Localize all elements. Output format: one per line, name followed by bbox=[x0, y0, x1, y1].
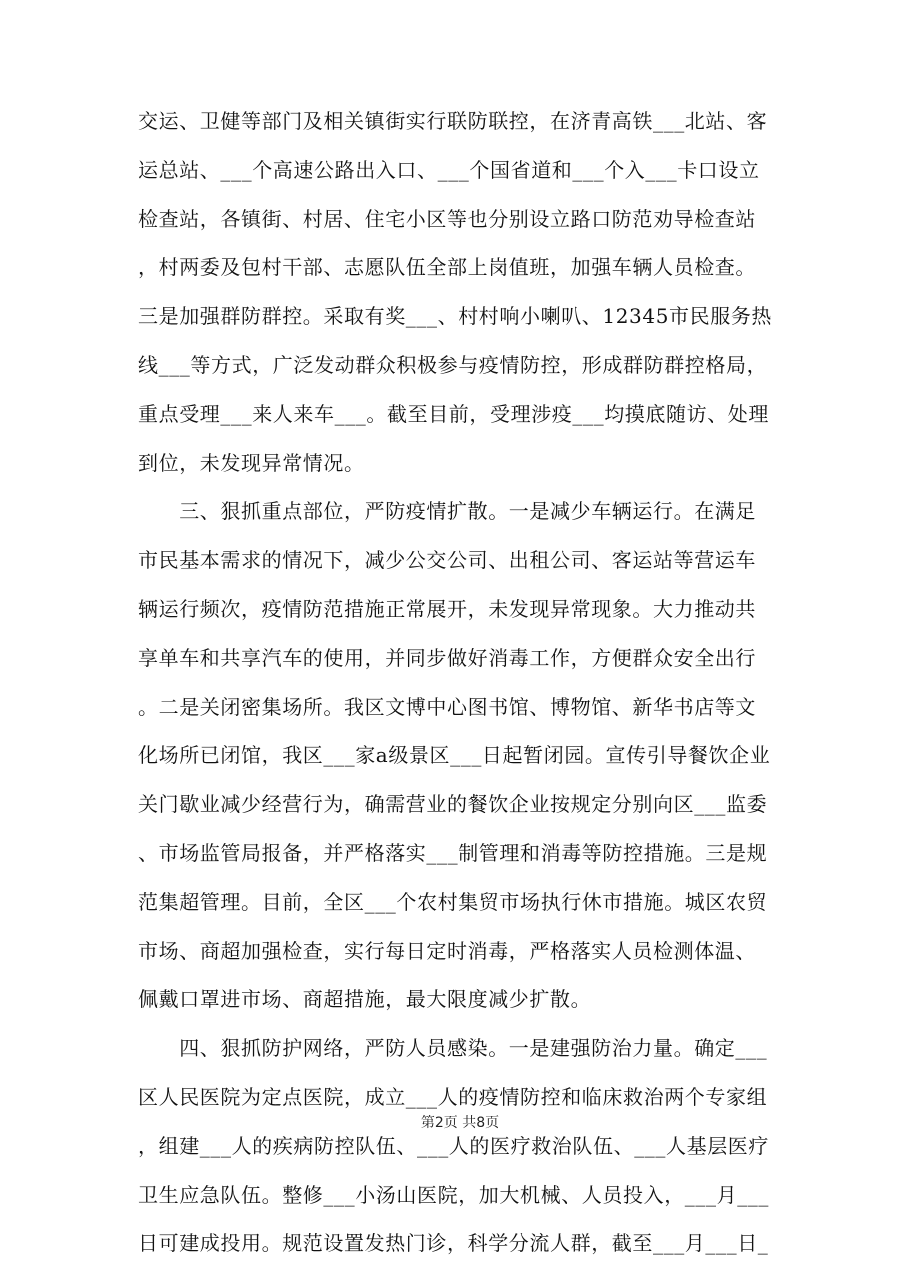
text-line: ，村两委及包村干部、志愿队伍全部上岗值班，加强车辆人员检查。 bbox=[138, 255, 756, 280]
text-line: 线___等方式，广泛发动群众积极参与疫情防控，形成群防群控格局， bbox=[138, 352, 768, 377]
text-line: 卫生应急队伍。整修___小汤山医院，加大机械、人员投入，___月___ bbox=[138, 1182, 769, 1207]
text-line: 。二是关闭密集场所。我区文博中心图书馆、博物馆、新华书店等文 bbox=[138, 694, 756, 719]
text-line: 日可建成投用。规范设置发热门诊，科学分流人群，截至___月___日_ bbox=[138, 1231, 769, 1256]
text-line: 运总站、___个高速公路出入口、___个国省道和___个入___卡口设立 bbox=[138, 157, 760, 182]
text-line: 检查站，各镇街、村居、住宅小区等也分别设立路口防范劝导检查站 bbox=[138, 206, 756, 231]
text-line: 范集超管理。目前，全区___个农村集贸市场执行休市措施。城区农贸 bbox=[138, 889, 768, 914]
text-line: 区人民医院为定点医院，成立___人的疫情防控和临床救治两个专家组 bbox=[138, 1084, 768, 1109]
text-line: 市民基本需求的情况下，减少公交公司、出租公司、客运站等营运车 bbox=[138, 548, 756, 573]
text-line: 佩戴口罩进市场、商超措施，最大限度减少扩散。 bbox=[138, 987, 592, 1012]
text-line: 四、狠抓防护网络，严防人员感染。一是建强防治力量。确定___ bbox=[138, 1036, 768, 1061]
text-line: 、市场监管局报备，并严格落实___制管理和消毒等防控措施。三是规 bbox=[138, 840, 768, 865]
text-line: 享单车和共享汽车的使用，并同步做好消毒工作，方便群众安全出行 bbox=[138, 645, 756, 670]
text-line: 三、狠抓重点部位，严防疫情扩散。一是减少车辆运行。在满足 bbox=[138, 499, 756, 524]
text-line: 三是加强群防群控。采取有奖___、村村响小喇叭、12345市民服务热 bbox=[138, 304, 773, 329]
text-line: 到位，未发现异常情况。 bbox=[138, 450, 365, 475]
text-line: 化场所已闭馆，我区___家a级景区___日起暂闭园。宣传引导餐饮企业 bbox=[138, 743, 771, 768]
text-line: 关门歇业减少经营行为，确需营业的餐饮企业按规定分别向区___监委 bbox=[138, 792, 768, 817]
text-line: 市场、商超加强检查，实行每日定时消毒，严格落实人员检测体温、 bbox=[138, 938, 756, 963]
text-line: 辆运行频次，疫情防范措施正常展开，未发现异常现象。大力推动共 bbox=[138, 596, 756, 621]
text-line: 交运、卫健等部门及相关镇街实行联防联控，在济青高铁___北站、客 bbox=[138, 109, 768, 133]
text-line: ，组建___人的疾病防控队伍、___人的医疗救治队伍、___人基层医疗 bbox=[138, 1133, 769, 1158]
document-body bbox=[138, 97, 778, 1268]
text-line: 重点受理___来人来车___。截至目前，受理涉疫___均摸底随访、处理 bbox=[138, 401, 769, 426]
page-number-footer: 第2页 共8页 bbox=[420, 1115, 500, 1131]
